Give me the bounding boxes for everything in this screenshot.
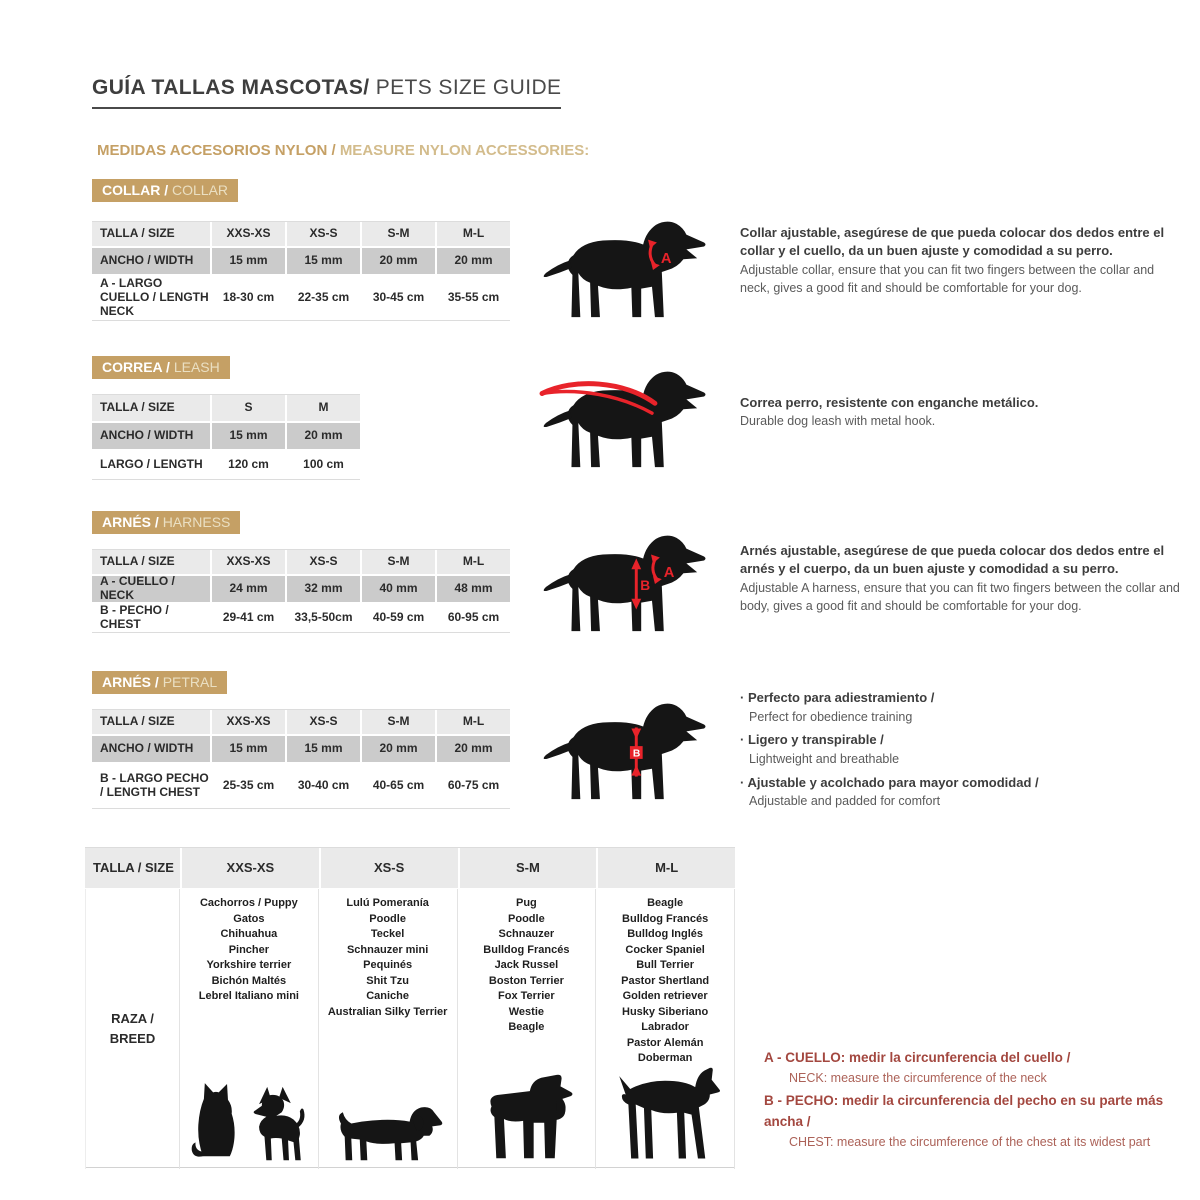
- feature-en: Perfect for obedience training: [749, 709, 913, 724]
- schnauzer-icon: [478, 1072, 574, 1164]
- feature-item: [740, 730, 1180, 768]
- value-cell: 22-35 cm: [287, 276, 360, 320]
- breed-column-xxs-xs: [180, 889, 319, 1169]
- size-header-cell: XXS-XS: [212, 222, 285, 246]
- value-cell: 24 mm: [212, 576, 285, 602]
- value-cell: 33,5-50cm: [287, 604, 360, 632]
- breed-item: Chihuahua: [220, 928, 278, 940]
- feature-en: Lightweight and breathable: [749, 751, 900, 766]
- breed-item: Beagle: [508, 1021, 545, 1033]
- breed-size-header-cell: TALLA / SIZE: [85, 848, 180, 888]
- badge-harness-en: HARNESS: [162, 514, 231, 530]
- breed-item: Boston Terrier: [488, 974, 564, 987]
- leash-desc-es: Correa perro, resistente con enganche metálico.: [740, 395, 1039, 410]
- breed-item: Fox Terrier: [498, 990, 555, 1002]
- page-subtitle: [97, 142, 589, 159]
- badge-collar-es: COLLAR /: [102, 182, 172, 198]
- size-header-cell: M-L: [437, 710, 510, 734]
- breed-item: Cocker Spaniel: [625, 943, 705, 956]
- dachshund-icon: [331, 1100, 445, 1164]
- value-cell: 15 mm: [212, 736, 285, 762]
- note-chest-en: CHEST: measure the circumference of the chest at its widest part: [789, 1135, 1151, 1150]
- collar-description: [740, 224, 1180, 297]
- size-header-cell: S: [212, 395, 285, 421]
- value-cell: 32 mm: [287, 576, 360, 602]
- breed-item: Teckel: [370, 928, 405, 940]
- breed-list: [621, 896, 709, 1067]
- breed-row-label-cell: [85, 889, 180, 1169]
- row-label-cell: A - CUELLO / NECK: [92, 576, 210, 602]
- marker-letter-b: B: [640, 577, 651, 593]
- note-neck: [764, 1048, 1196, 1088]
- size-header-cell: TALLA / SIZE: [92, 395, 210, 421]
- breed-table-header: [85, 847, 735, 888]
- row-label-cell: ANCHO / WIDTH: [92, 736, 210, 762]
- breed-list: [328, 896, 448, 1020]
- breed-item: Pincher: [228, 943, 270, 956]
- value-cell: 15 mm: [287, 736, 360, 762]
- note-chest: [764, 1091, 1196, 1152]
- breed-table-body: [85, 889, 735, 1168]
- harness-description: [740, 542, 1180, 615]
- doberman-icon: [607, 1067, 723, 1164]
- feature-es: · Perfecto para adiestramiento /: [740, 690, 934, 705]
- badge-harness-es: ARNÉS /: [102, 514, 163, 530]
- breed-item: Shit Tzu: [366, 974, 410, 987]
- labrador-harness-icon: [538, 530, 710, 640]
- feature-en: Adjustable and padded for comfort: [749, 794, 941, 808]
- harness-size-table: [92, 549, 510, 633]
- breed-item: Pequinés: [363, 959, 413, 971]
- value-cell: 20 mm: [437, 248, 510, 274]
- size-header-cell: S-M: [362, 222, 435, 246]
- value-cell: 18-30 cm: [212, 276, 285, 320]
- breed-column-xs-s: [319, 889, 458, 1169]
- value-cell: 20 mm: [362, 736, 435, 762]
- labrador-leash-icon: [538, 366, 710, 476]
- size-header-cell: TALLA / SIZE: [92, 222, 210, 246]
- breed-column-s-m: [458, 889, 597, 1169]
- breed-item: Australian Silky Terrier: [327, 1005, 448, 1018]
- value-cell: 20 mm: [287, 423, 360, 449]
- badge-petral-es: ARNÉS /: [102, 674, 163, 690]
- size-header-cell: TALLA / SIZE: [92, 550, 210, 574]
- size-header-cell: XS-S: [287, 550, 360, 574]
- size-header-cell: XS-S: [287, 222, 360, 246]
- page-title-es: GUÍA TALLAS MASCOTAS/: [92, 76, 370, 99]
- value-cell: 29-41 cm: [212, 604, 285, 632]
- breed-item: Bichón Maltés: [211, 974, 287, 987]
- row-label-cell: B - LARGO PECHO / LENGTH CHEST: [92, 764, 210, 808]
- value-cell: 25-35 cm: [212, 764, 285, 808]
- breed-item: Lulú Pomeranía: [346, 897, 429, 909]
- value-cell: 48 mm: [437, 576, 510, 602]
- section-badge-collar: [92, 179, 238, 202]
- collar-desc-es: Collar ajustable, asegúrese de que pueda colocar dos dedos entre el collar y el cuello, da un buen ajuste y comodidad a su perro.: [740, 225, 1165, 259]
- value-cell: 20 mm: [362, 248, 435, 274]
- breed-item: Westie: [508, 1005, 544, 1018]
- page-title: [92, 76, 561, 109]
- labrador-petral-icon: [538, 698, 710, 808]
- note-chest-es: B - PECHO: medir la circunferencia del pecho en su parte más ancha /: [764, 1093, 1164, 1130]
- value-cell: 60-75 cm: [437, 764, 510, 808]
- breed-item: Bulldog Francés: [483, 943, 570, 956]
- page-subtitle-en: MEASURE NYLON ACCESSORIES:: [339, 142, 590, 159]
- value-cell: 60-95 cm: [437, 604, 510, 632]
- cat-icon: [190, 1080, 240, 1164]
- breed-item: Lebrel Italiano mini: [198, 990, 299, 1002]
- value-cell: 40-59 cm: [362, 604, 435, 632]
- leash-description: [740, 394, 1180, 431]
- badge-leash-es: CORREA /: [102, 359, 174, 375]
- breed-item: Bulldog Francés: [622, 912, 709, 925]
- petral-size-table: [92, 709, 510, 809]
- breed-item: Bull Terrier: [636, 959, 695, 971]
- feature-item: [740, 773, 1180, 811]
- breed-item: Bulldog Inglés: [627, 928, 704, 940]
- section-badge-harness: [92, 511, 240, 534]
- breed-size-header-cell: XS-S: [321, 848, 458, 888]
- chihuahua-icon: [250, 1084, 308, 1164]
- badge-petral-en: PETRAL: [162, 674, 218, 690]
- breed-item: Doberman: [637, 1052, 693, 1064]
- breed-column-m-l: [596, 889, 735, 1169]
- feature-item: [740, 688, 1180, 726]
- marker-letter-a: A: [663, 565, 675, 582]
- breed-size-header-cell: M-L: [598, 848, 735, 888]
- breed-item: Poodle: [369, 912, 406, 925]
- note-neck-es: A - CUELLO: medir la circunferencia del cuello /: [764, 1050, 1071, 1065]
- size-header-cell: XXS-XS: [212, 550, 285, 574]
- measure-notes: [764, 1048, 1196, 1156]
- breed-item: Husky Siberiano: [622, 1005, 709, 1018]
- breed-list: [199, 896, 299, 1005]
- page-subtitle-es: MEDIDAS ACCESORIOS NYLON /: [97, 142, 340, 159]
- breed-item: Pastor Shertland: [621, 974, 710, 987]
- page-title-en: PETS SIZE GUIDE: [369, 76, 562, 99]
- marker-letter-a: A: [660, 251, 672, 268]
- row-label-cell: A - LARGO CUELLO / LENGTH NECK: [92, 276, 210, 320]
- value-cell: 15 mm: [287, 248, 360, 274]
- size-header-cell: M-L: [437, 550, 510, 574]
- breed-item: Beagle: [647, 897, 684, 909]
- breed-item: Schnauzer mini: [346, 943, 429, 956]
- breed-item: Poodle: [508, 912, 545, 925]
- size-header-cell: TALLA / SIZE: [92, 710, 210, 734]
- value-cell: 30-45 cm: [362, 276, 435, 320]
- section-badge-petral: [92, 671, 227, 694]
- size-header-cell: M: [287, 395, 360, 421]
- leash-size-table: [92, 394, 360, 480]
- harness-desc-en: Adjustable A harness, ensure that you can fit two fingers between the collar and body, gives a good fit and should be comfortable for your dog.: [740, 580, 1180, 614]
- value-cell: 100 cm: [287, 451, 360, 479]
- breed-item: Gatos: [233, 912, 265, 925]
- row-label-cell: ANCHO / WIDTH: [92, 248, 210, 274]
- feature-es: · Ajustable y acolchado para mayor comodidad /: [740, 775, 1039, 790]
- labrador-collar-icon: [538, 216, 710, 326]
- breed-item: Pug: [515, 897, 537, 909]
- breed-size-header-cell: S-M: [460, 848, 597, 888]
- value-cell: 20 mm: [437, 736, 510, 762]
- breed-item: Caniche: [366, 990, 410, 1002]
- size-header-cell: M-L: [437, 222, 510, 246]
- size-header-cell: XS-S: [287, 710, 360, 734]
- breed-list: [483, 896, 569, 1036]
- row-label-cell: ANCHO / WIDTH: [92, 423, 210, 449]
- value-cell: 35-55 cm: [437, 276, 510, 320]
- badge-collar-en: COLLAR: [172, 182, 229, 198]
- collar-desc-en: Adjustable collar, ensure that you can fit two fingers between the collar and neck, gives a good fit and should be comfortable for your dog.: [740, 262, 1155, 296]
- value-cell: 15 mm: [212, 248, 285, 274]
- breed-item: Schnauzer: [498, 928, 555, 940]
- breed-size-header-cell: XXS-XS: [182, 848, 319, 888]
- size-header-cell: S-M: [362, 550, 435, 574]
- section-badge-leash: [92, 356, 230, 379]
- value-cell: 30-40 cm: [287, 764, 360, 808]
- leash-desc-en: Durable dog leash with metal hook.: [740, 414, 936, 429]
- value-cell: 15 mm: [212, 423, 285, 449]
- value-cell: 40 mm: [362, 576, 435, 602]
- badge-leash-en: LEASH: [173, 359, 220, 375]
- breed-item: Labrador: [641, 1021, 689, 1033]
- value-cell: 120 cm: [212, 451, 285, 479]
- marker-letter-b: B: [632, 748, 641, 760]
- feature-es: · Ligero y transpirable /: [740, 732, 884, 747]
- collar-size-table: [92, 221, 510, 321]
- value-cell: 40-65 cm: [362, 764, 435, 808]
- breed-item: Yorkshire terrier: [206, 959, 292, 971]
- row-label-cell: LARGO / LENGTH: [92, 451, 210, 479]
- note-neck-en: NECK: measure the circumference of the neck: [789, 1070, 1047, 1085]
- breed-item: Cachorros / Puppy: [199, 897, 298, 909]
- petral-features: [740, 688, 1180, 815]
- breed-item: Pastor Alemán: [626, 1036, 704, 1049]
- breed-item: Jack Russel: [494, 959, 559, 971]
- row-label-cell: B - PECHO / CHEST: [92, 604, 210, 632]
- raza-label-en: BREED: [109, 1030, 156, 1046]
- breed-item: Golden retriever: [622, 990, 708, 1002]
- size-header-cell: XXS-XS: [212, 710, 285, 734]
- size-header-cell: S-M: [362, 710, 435, 734]
- harness-desc-es: Arnés ajustable, asegúrese de que pueda colocar dos dedos entre el arnés y el cuerpo, da un buen ajuste y comodidad a su perro.: [740, 543, 1165, 577]
- raza-label-es: RAZA /: [111, 1011, 154, 1027]
